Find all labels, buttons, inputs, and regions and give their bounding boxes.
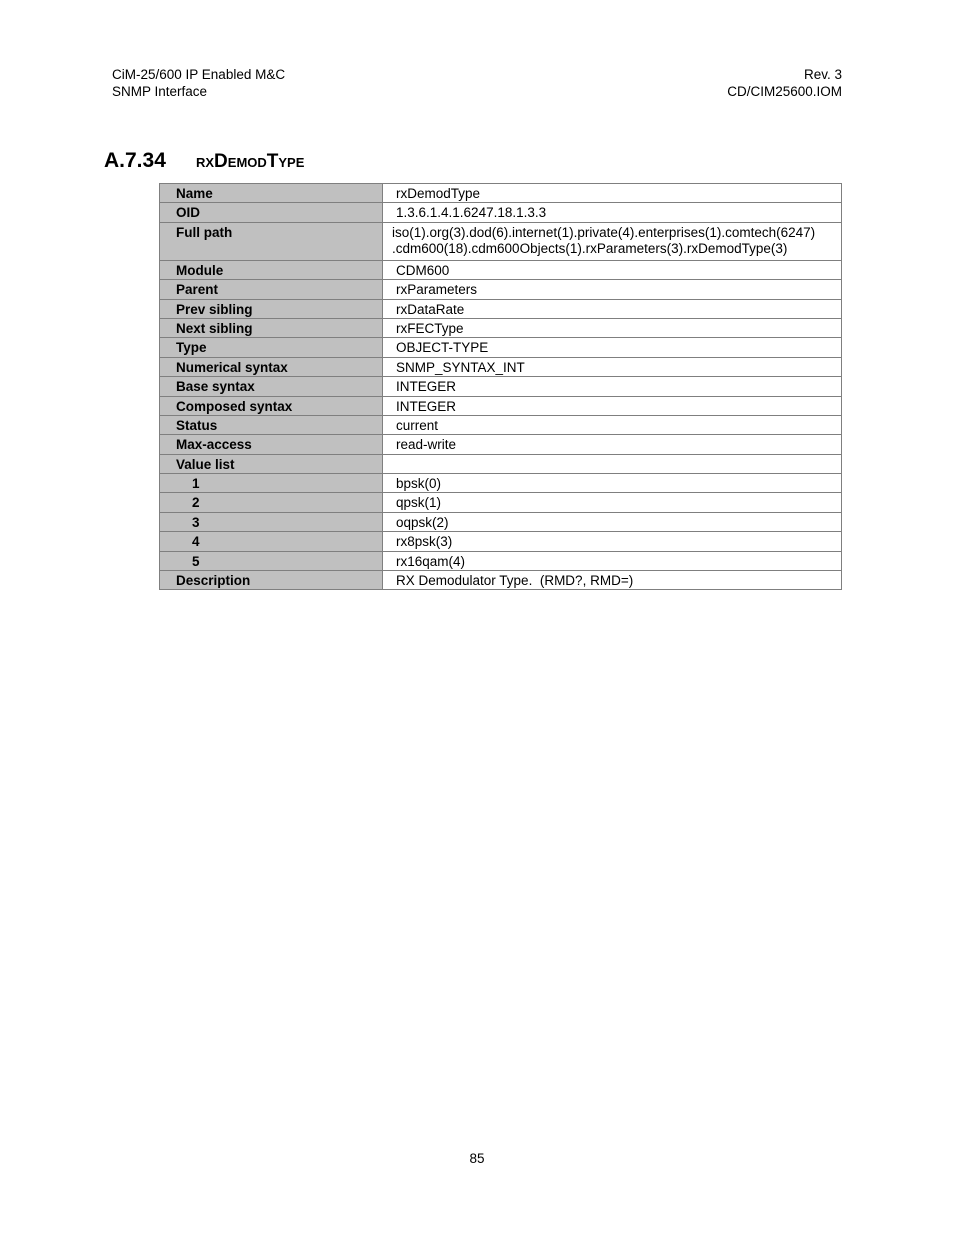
value-list-item: qpsk(1): [383, 493, 842, 512]
row-value: rxFECType: [383, 318, 842, 337]
table-row: [160, 222, 842, 260]
table-row: [160, 571, 842, 590]
row-value: SNMP_SYNTAX_INT: [383, 357, 842, 376]
row-value: [383, 222, 842, 260]
table-row: [160, 435, 842, 454]
table-row: [160, 184, 842, 203]
table-row: [160, 551, 842, 570]
table-row: [160, 415, 842, 434]
table-row: [160, 318, 842, 337]
section-number: A.7.34: [104, 149, 166, 172]
row-label: Value list: [160, 454, 383, 473]
section-heading: [104, 148, 304, 175]
section-title: rxDemodType: [196, 151, 305, 172]
table-row: [160, 338, 842, 357]
doc-subtitle: SNMP Interface: [112, 83, 208, 99]
page-number: 85: [469, 1151, 485, 1166]
value-list-item: rx8psk(3): [383, 532, 842, 551]
value-list-index: 1: [160, 474, 383, 493]
row-label: Max-access: [160, 435, 383, 454]
full-path-line-2: .cdm600(18).cdm600Objects(1).rxParameters(3).rxDemodType(3): [392, 240, 788, 256]
row-value: rxParameters: [383, 280, 842, 299]
row-value: RX Demodulator Type. (RMD?, RMD=): [383, 571, 842, 590]
value-list-index: 3: [160, 512, 383, 531]
row-label: Name: [160, 184, 383, 203]
table-row: [160, 454, 842, 473]
value-list-item: rx16qam(4): [383, 551, 842, 570]
table-row: [160, 493, 842, 512]
row-value: current: [383, 415, 842, 434]
doc-revision: Rev. 3: [803, 67, 842, 82]
row-label: OID: [160, 203, 383, 222]
row-value: rxDemodType: [383, 184, 842, 203]
mib-object-table: [159, 183, 842, 590]
row-label: Composed syntax: [160, 396, 383, 415]
doc-code: CD/CIM25600.IOM: [727, 83, 842, 99]
row-label: Full path: [160, 222, 383, 260]
table-row: [160, 377, 842, 396]
row-label: Next sibling: [160, 318, 383, 337]
page-header-left: [112, 67, 285, 100]
value-list-item: bpsk(0): [383, 474, 842, 493]
row-value: 1.3.6.1.4.1.6247.18.1.3.3: [383, 203, 842, 222]
table-row: [160, 512, 842, 531]
table-row: [160, 203, 842, 222]
row-label: Numerical syntax: [160, 357, 383, 376]
row-label: Base syntax: [160, 377, 383, 396]
row-label: Prev sibling: [160, 299, 383, 318]
table-row: [160, 260, 842, 279]
row-label: Type: [160, 338, 383, 357]
value-list-index: 4: [160, 532, 383, 551]
row-label: Module: [160, 260, 383, 279]
full-path-line-1: iso(1).org(3).dod(6).internet(1).private(4).enterprises(1).comtech(6247): [392, 224, 816, 240]
row-label: Description: [160, 571, 383, 590]
value-list-index: 5: [160, 551, 383, 570]
row-value: CDM600: [383, 260, 842, 279]
row-value: read-write: [383, 435, 842, 454]
table-row: [160, 532, 842, 551]
page-header-right: [727, 67, 842, 100]
table-row: [160, 280, 842, 299]
row-value: OBJECT-TYPE: [383, 338, 842, 357]
row-value: rxDataRate: [383, 299, 842, 318]
row-label: Parent: [160, 280, 383, 299]
row-label: Status: [160, 415, 383, 434]
table-row: [160, 299, 842, 318]
row-value: [383, 454, 842, 473]
table-row: [160, 357, 842, 376]
value-list-index: 2: [160, 493, 383, 512]
row-value: INTEGER: [383, 396, 842, 415]
row-value: INTEGER: [383, 377, 842, 396]
table-row: [160, 474, 842, 493]
value-list-item: oqpsk(2): [383, 512, 842, 531]
table-row: [160, 396, 842, 415]
doc-title: CiM-25/600 IP Enabled M&C: [112, 67, 286, 82]
